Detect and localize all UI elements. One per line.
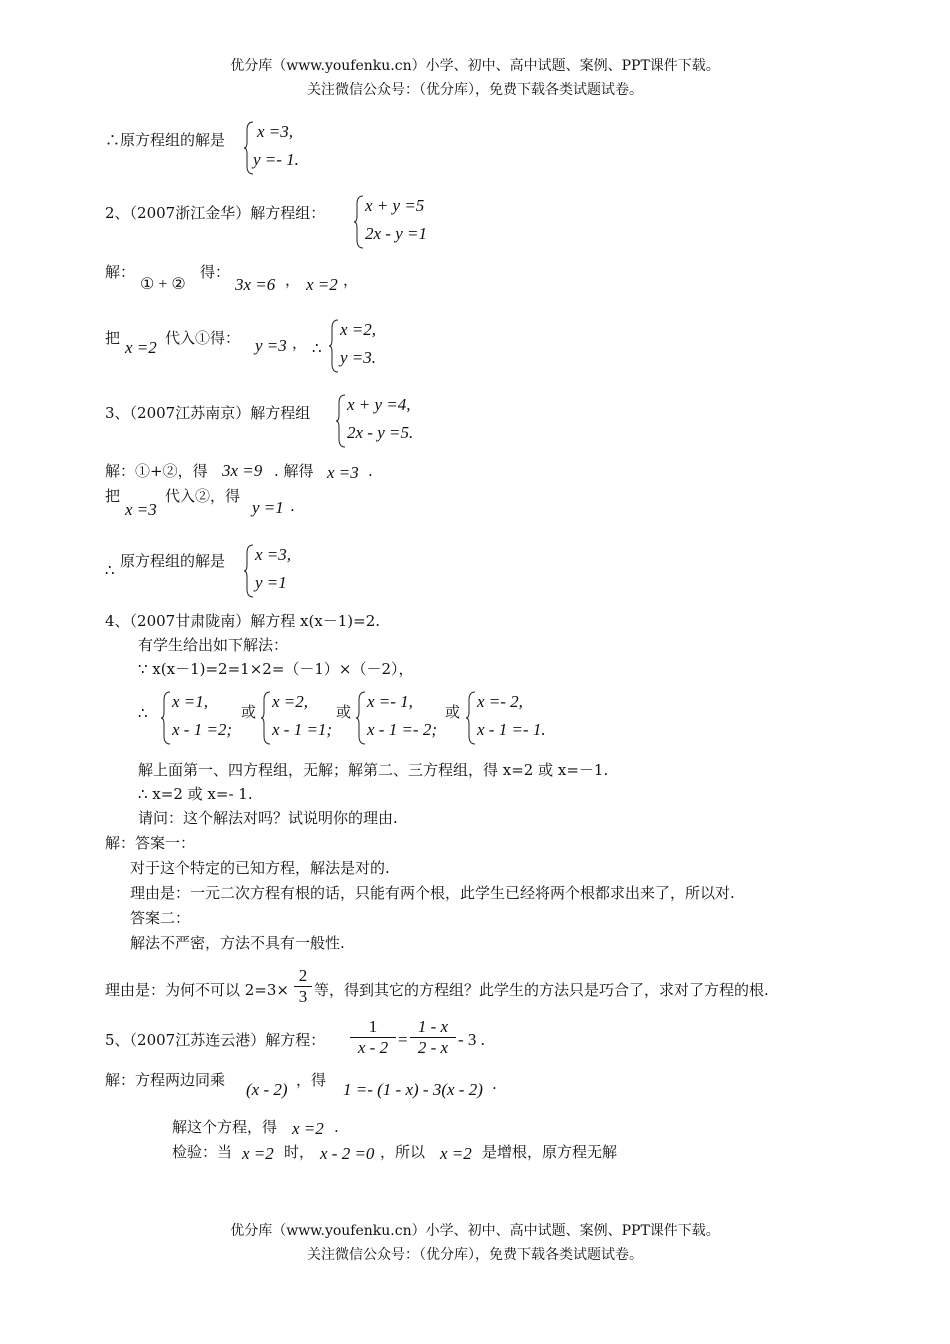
equation: x =2 <box>292 1119 324 1138</box>
equation: x =2 <box>125 338 157 357</box>
fraction <box>350 1017 396 1058</box>
previous-solution-system <box>243 120 323 176</box>
text: 是增根，原方程无解 <box>482 1143 618 1161</box>
or-word: 或 <box>336 703 352 721</box>
left-brace-icon <box>353 194 365 250</box>
equation-row: y =- 1. <box>253 150 299 169</box>
text: 解法不严密，方法不具有一般性. <box>130 934 345 952</box>
therefore-symbol: ∴ <box>105 561 115 579</box>
text: ∵ x(x－1)=2=1×2=（－1）×（－2）， <box>138 660 414 678</box>
left-brace-icon <box>160 690 172 746</box>
text: 得： <box>200 263 231 281</box>
text: 时， <box>284 1143 315 1161</box>
question-2-system <box>353 194 453 250</box>
equation: y =1 <box>252 498 284 517</box>
footer-line-2: 关注微信公众号：（优分库），免费下载各类试题试卷。 <box>307 1247 643 1263</box>
answer-system <box>243 543 323 599</box>
equation: y =3 <box>255 336 287 355</box>
left-brace-icon <box>243 543 255 599</box>
text: 解：①+②，得 <box>105 462 208 480</box>
fraction-denominator: x - 2 <box>357 1038 389 1057</box>
text: . 解得 <box>274 462 314 480</box>
candidate-system-3 <box>355 690 455 746</box>
equation: x - 2 =0 <box>320 1144 375 1163</box>
left-brace-icon <box>465 690 477 746</box>
period: . <box>492 1075 497 1093</box>
text: 代入②，得 <box>165 487 241 505</box>
text: 原方程组的解是 <box>120 552 226 570</box>
fraction-numerator: 1 <box>350 1017 396 1038</box>
text: 理由是：一元二次方程有根的话，只能有两个根，此学生已经将两个根都求出来了，所以对. <box>130 884 735 902</box>
comma: ， <box>285 271 301 289</box>
header-line-2: 关注微信公众号：（优分库），免费下载各类试题试卷。 <box>307 82 643 98</box>
text: 把 <box>105 329 121 347</box>
circled-op: ① + ② <box>140 276 186 293</box>
left-brace-icon <box>335 393 347 449</box>
candidate-system-1 <box>160 690 240 746</box>
equation: x =2 <box>306 275 338 294</box>
fraction <box>410 1017 456 1058</box>
equation-row: x - 1 =2; <box>172 720 233 739</box>
equation-row: x =- 2, <box>477 692 523 711</box>
question-5-title: 5、（2007江苏连云港）解方程： <box>105 1031 326 1049</box>
fraction-numerator: 2 <box>294 966 312 987</box>
question-3-system <box>335 393 445 449</box>
fraction-denominator: 3 <box>298 987 308 1006</box>
equation-row: x - 1 =- 2; <box>367 720 438 739</box>
fraction-numerator: 1 - x <box>410 1017 456 1038</box>
equation: x =3 <box>125 500 157 519</box>
text: 把 <box>105 487 121 505</box>
question-4-title: 4、（2007甘肃陇南）解方程 x(x－1)=2. <box>105 612 381 630</box>
text: 对于这个特定的已知方程，解法是对的. <box>130 859 390 877</box>
equation-row: x + y =4, <box>347 395 411 414</box>
left-brace-icon <box>260 690 272 746</box>
equation-row: x =2, <box>272 692 309 711</box>
comma: ， <box>292 334 308 352</box>
equation-row: x =- 1, <box>367 692 413 711</box>
left-brace-icon <box>355 690 367 746</box>
equation: x =3 <box>327 463 359 482</box>
period: . <box>290 497 295 515</box>
therefore-symbol: ∴ <box>138 704 148 722</box>
equation-row: y =1 <box>255 573 287 592</box>
equation: 1 =- (1 - x) - 3(x - 2) <box>343 1080 483 1099</box>
text: 解这个方程，得 <box>172 1118 278 1136</box>
fraction-denominator: 2 - x <box>417 1038 449 1057</box>
equation-row: x =3, <box>257 122 294 141</box>
candidate-system-4 <box>465 690 565 746</box>
equation-row: 2x - y =1 <box>365 224 427 243</box>
solution-label: 解： <box>105 263 136 281</box>
comma: ， <box>343 271 359 289</box>
equation-row: x + y =5 <box>365 196 425 215</box>
equation-row: x - 1 =1; <box>272 720 333 739</box>
text: 解上面第一、四方程组，无解；解第二、三方程组，得 x=2 或 x=－1. <box>138 761 609 779</box>
equation-row: 2x - y =5. <box>347 423 414 442</box>
text: 解：方程两边同乘 <box>105 1071 226 1089</box>
equation-row: y =3. <box>340 348 377 367</box>
text: 有学生给出如下解法： <box>138 636 289 654</box>
text: 等，得到其它的方程组？此学生的方法只是巧合了，求对了方程的根. <box>314 981 769 999</box>
text: 理由是：为何不可以 2=3× <box>105 981 289 999</box>
question-2-title: 2、（2007浙江金华）解方程组： <box>105 204 326 222</box>
equation-row: x =1, <box>172 692 209 711</box>
text: ，得 <box>296 1071 327 1089</box>
previous-solution-prefix: ∴原方程组的解是 <box>105 131 226 149</box>
or-word: 或 <box>241 703 257 721</box>
left-brace-icon <box>328 318 340 374</box>
text: ∴ x=2 或 x=- 1. <box>138 785 253 803</box>
text: 代入①得： <box>165 329 241 347</box>
equation-row: x =2, <box>340 320 377 339</box>
period: . <box>368 462 373 480</box>
equation-row: x - 1 =- 1. <box>477 720 546 739</box>
text: ，所以 <box>380 1143 426 1161</box>
answer-system <box>328 318 408 374</box>
period: . <box>334 1118 339 1136</box>
equals: = <box>398 1030 408 1049</box>
equation: (x - 2) <box>246 1080 288 1099</box>
equation: 3x =6 <box>235 275 276 294</box>
equation: - 3 . <box>458 1030 485 1049</box>
answer-label: 解：答案一： <box>105 834 196 852</box>
question-3-title: 3、（2007江苏南京）解方程组 <box>105 404 311 422</box>
or-word: 或 <box>445 703 461 721</box>
therefore-symbol: ∴ <box>312 339 322 357</box>
equation-row: x =3, <box>255 545 292 564</box>
equation: 3x =9 <box>222 461 263 480</box>
equation: x =2 <box>242 1144 274 1163</box>
text: 答案二： <box>130 909 191 927</box>
equation: x =2 <box>440 1144 472 1163</box>
candidate-system-2 <box>260 690 340 746</box>
header-line-1: 优分库（www.youfenku.cn）小学、初中、高中试题、案例、PPT课件下载。 <box>230 58 720 74</box>
fraction <box>294 966 312 1007</box>
footer-line-1: 优分库（www.youfenku.cn）小学、初中、高中试题、案例、PPT课件下载。 <box>230 1223 720 1239</box>
text: 检验：当 <box>172 1143 233 1161</box>
text: 请问：这个解法对吗？试说明你的理由. <box>138 809 398 827</box>
